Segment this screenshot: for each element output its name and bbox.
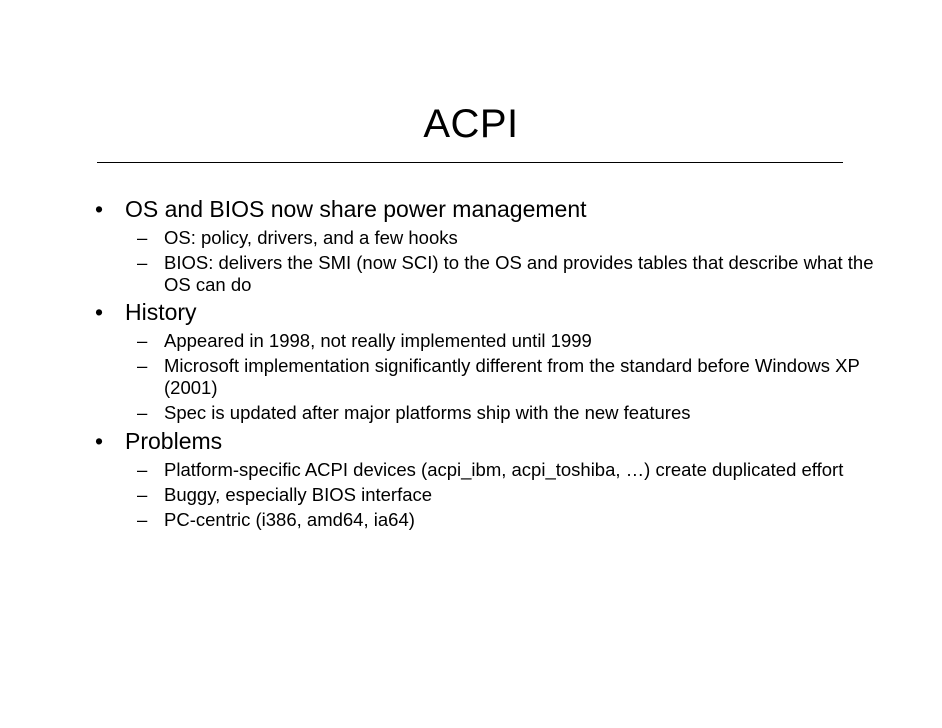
sub-bullet-marker: – [137, 484, 148, 505]
sub-bullet-text: Microsoft implementation significantly different from the standard before Windows XP (2001) [164, 355, 860, 398]
slide-title: ACPI [423, 102, 519, 146]
bullet-item [0, 426, 942, 456]
bullet-marker: • [95, 196, 104, 222]
sub-bullet-text: OS: policy, drivers, and a few hooks [164, 227, 458, 248]
sub-bullet-text: Appeared in 1998, not really implemented until 1999 [164, 330, 592, 351]
sub-bullet-item [0, 459, 884, 481]
sub-bullet-item [0, 330, 884, 352]
bullet-item [0, 194, 942, 224]
sub-bullet-marker: – [137, 509, 148, 530]
sub-bullet-item [0, 509, 884, 531]
slide-content [0, 194, 942, 531]
sub-bullet-marker: – [137, 252, 148, 273]
bullet-text: History [125, 299, 197, 325]
sub-bullet-marker: – [137, 355, 148, 376]
sub-bullet-text: PC-centric (i386, amd64, ia64) [164, 509, 415, 530]
bullet-group-history [0, 297, 942, 424]
bullet-group-problems [0, 426, 942, 531]
bullet-text: OS and BIOS now share power management [125, 196, 587, 222]
sub-bullet-marker: – [137, 330, 148, 351]
bullet-item [0, 297, 942, 327]
title-divider [97, 162, 843, 163]
sub-bullet-item [0, 484, 884, 506]
sub-bullet-item [0, 355, 884, 399]
bullet-marker: • [95, 299, 104, 325]
bullet-text: Problems [125, 428, 223, 454]
sub-bullet-marker: – [137, 402, 148, 423]
bullet-marker: • [95, 428, 104, 454]
sub-bullet-text: Buggy, especially BIOS interface [164, 484, 433, 505]
sub-bullet-marker: – [137, 459, 148, 480]
sub-bullet-item [0, 402, 884, 424]
sub-bullet-text: Spec is updated after major platforms ship with the new features [164, 402, 691, 423]
sub-bullet-marker: – [137, 227, 148, 248]
sub-bullet-text: Platform-specific ACPI devices (acpi_ibm, acpi_toshiba, …) create duplicated effort [164, 459, 844, 480]
sub-bullet-item [0, 252, 884, 296]
sub-bullet-item [0, 227, 884, 249]
sub-bullet-text: BIOS: delivers the SMI (now SCI) to the OS and provides tables that describe what the OS can do [164, 252, 874, 295]
bullet-group-os-bios [0, 194, 942, 296]
